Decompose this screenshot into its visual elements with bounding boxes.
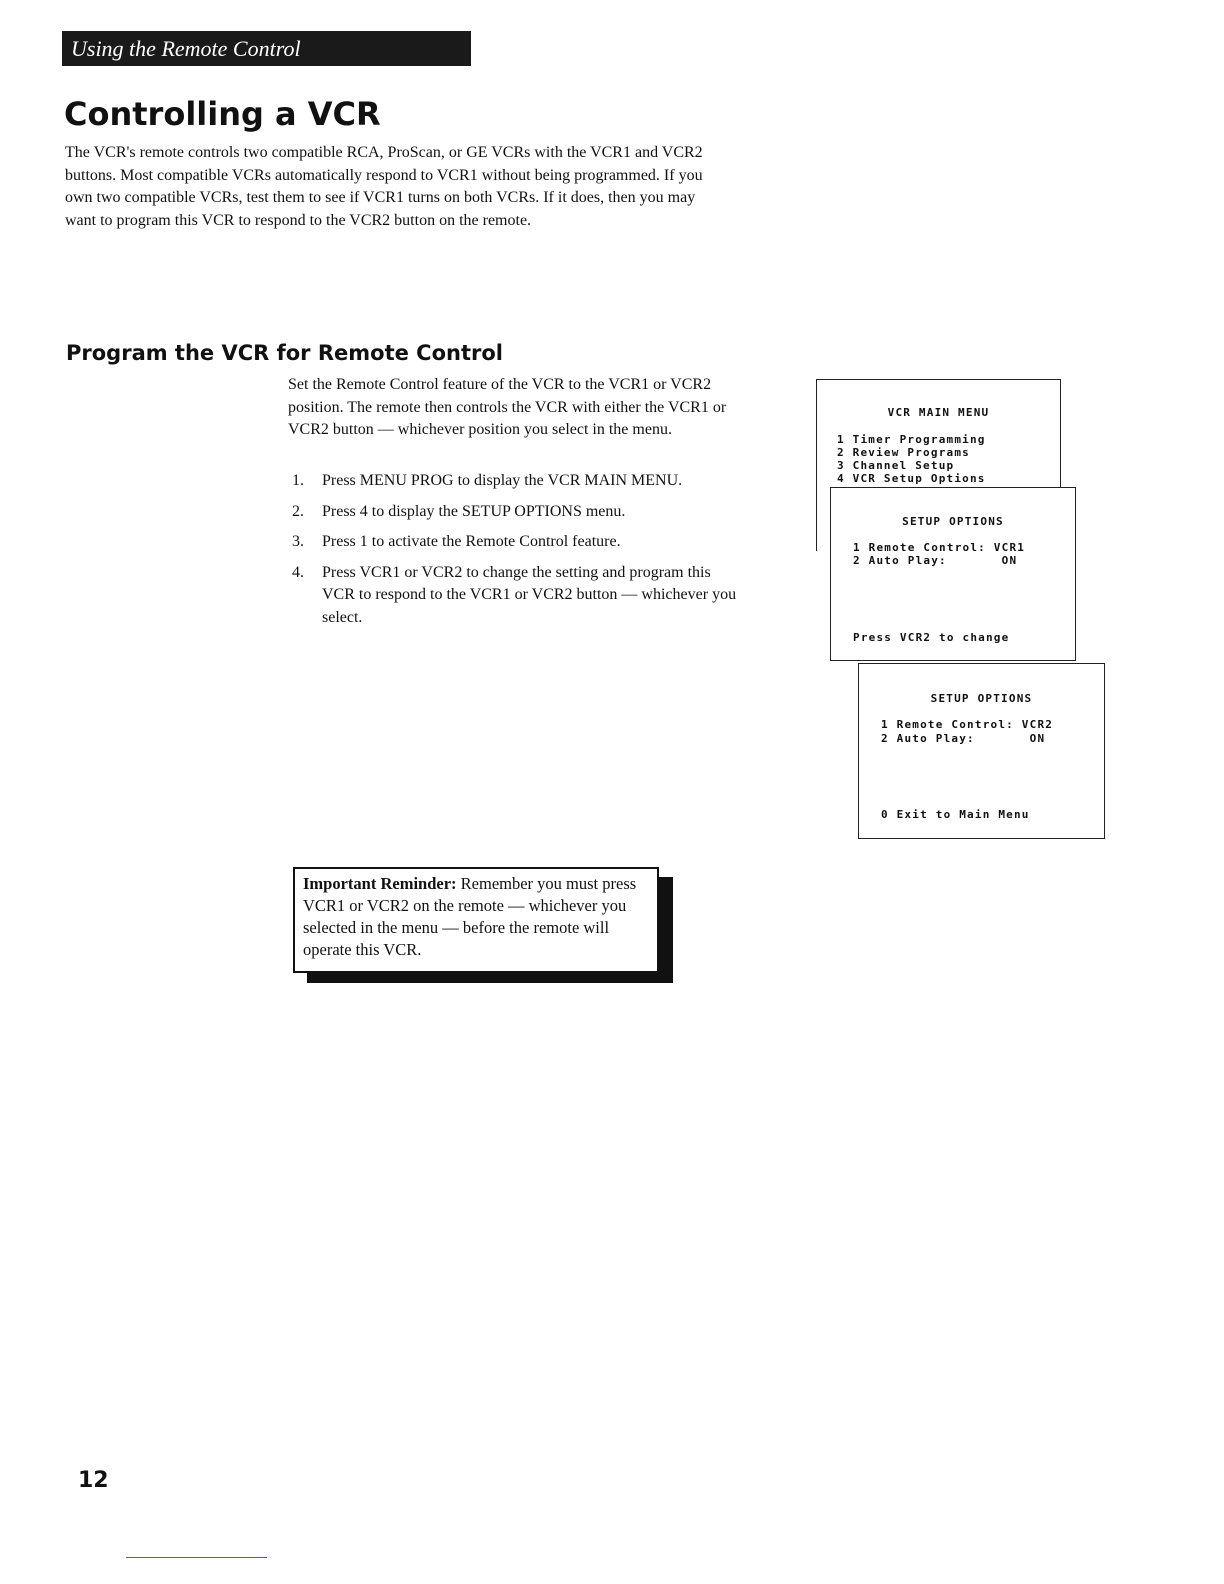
screen-title: SETUP OPTIONS [930, 692, 1033, 705]
step-number: 1. [292, 472, 304, 489]
setup-options-vcr1-screen [830, 487, 1076, 661]
reminder-text: Remember you must press VCR1 or VCR2 on the remote — whichever you selected in the menu — before the remote will operate this VCR. [303, 874, 637, 959]
step-item [288, 531, 738, 554]
menu-item: 4 VCR Setup Options [837, 472, 986, 485]
menu-item: 1 Remote Control: VCR1 [853, 541, 1026, 554]
step-item [288, 562, 738, 630]
screen-footer: Press VCR2 to change [853, 631, 1010, 644]
screen-footer: 0 Exit to Main Menu [881, 808, 1030, 821]
menu-item: 1 Timer Programming [837, 433, 986, 446]
section-header-label: Using the Remote Control [71, 36, 301, 61]
section-intro-paragraph: Set the Remote Control feature of the VCR to the VCR1 or VCR2 position. The remote then controls the VCR with either the VCR1 or VCR2 button — whichever position you select in the menu. [288, 376, 727, 438]
section-header-bar [62, 31, 471, 66]
step-item [288, 501, 738, 524]
menu-item: 1 Remote Control: VCR2 [881, 718, 1054, 731]
step-number: 4. [292, 563, 304, 581]
intro-paragraph: The VCR's remote controls two compatible RCA, ProScan, or GE VCRs with the VCR1 and VCR2 buttons. Most compatible VCRs automatically respond to VCR1 without being programmed. If you own two compatible VCRs, test them to see if VCR1 turns on both VCRs. If it does, then you may want to program this VCR to respond to the VCR2 button on the remote. [65, 144, 703, 229]
menu-item: 2 Review Programs [837, 446, 970, 459]
page-title: Controlling a VCR [64, 95, 381, 133]
section-title: Program the VCR for Remote Control [66, 341, 503, 365]
menu-item: 2 Auto Play: ON [853, 554, 1018, 567]
page-number: 12 [78, 1468, 109, 1493]
screen-title: SETUP OPTIONS [902, 515, 1004, 528]
step-text: Press 1 to activate the Remote Control feature. [322, 533, 621, 550]
footer-rule [126, 1557, 267, 1558]
step-number: 2. [292, 502, 304, 520]
steps-list [288, 470, 738, 637]
menu-item: 2 Auto Play: ON [881, 732, 1046, 745]
step-item [288, 470, 738, 493]
step-text: Press VCR1 or VCR2 to change the setting and program this VCR to respond to the VCR1 or VCR2 button — whichever you select. [322, 563, 737, 626]
setup-options-vcr2-screen [858, 663, 1105, 839]
menu-item: 3 Channel Setup [837, 459, 955, 472]
step-text: Press 4 to display the SETUP OPTIONS menu. [322, 502, 626, 520]
reminder-lead: Important Reminder: [303, 874, 457, 893]
step-number: 3. [292, 533, 304, 550]
screen-title: VCR MAIN MENU [887, 406, 990, 419]
step-text: Press MENU PROG to display the VCR MAIN MENU. [322, 472, 683, 489]
important-reminder-box [293, 867, 659, 973]
